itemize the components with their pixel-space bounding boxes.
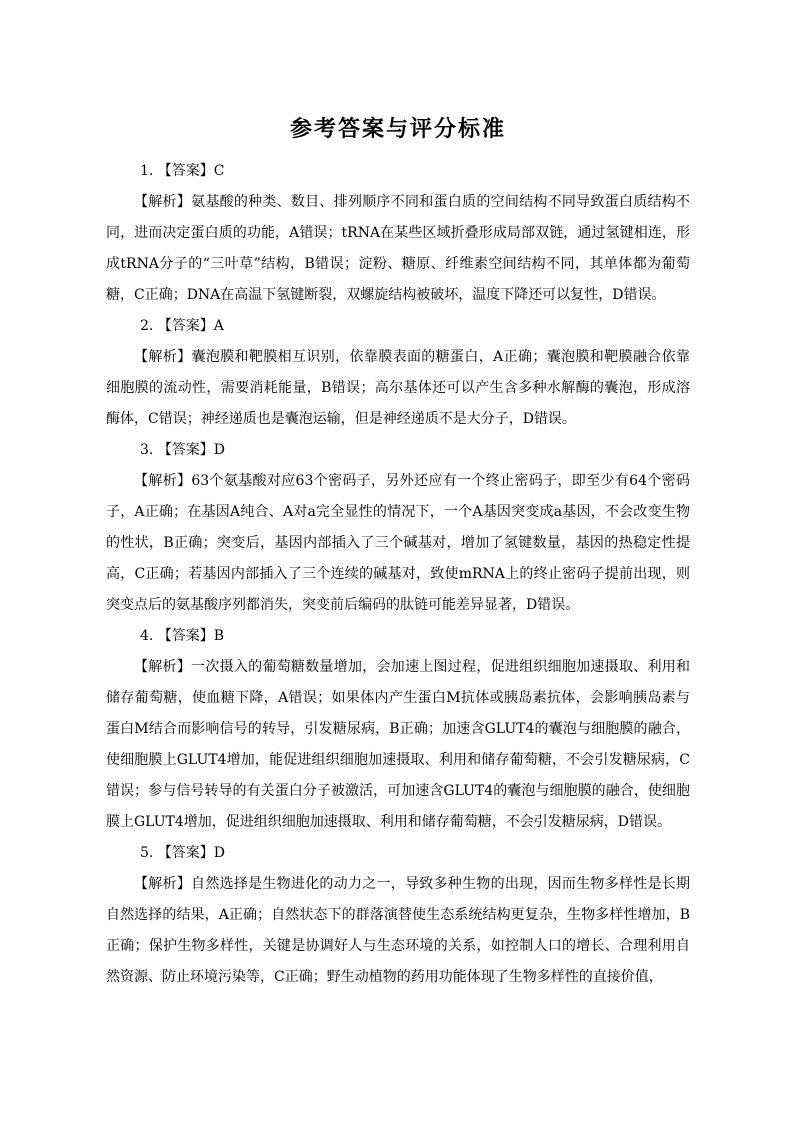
answer-sheet-page [106,0,690,1123]
answer-2: 2. 【答案】A [140,318,224,334]
analysis-3: 【解析】63个氨基酸对应63个密码子，另外还应有一个终止密码子，即至少有64个密码子，A正确；在基因A纯合、A对a完全显性的情况下，一个A基因突变成a基因，不会改变生物的性状，B正确；突变后，基因内部插入了三个碱基对，增加了氢键数量，基因的热稳定性提高，C正确；若基因内部插入了三个连续的碱基对，致使mRNA上的终止密码子提前出现，则突变点后的氨基酸序列都消失，突变前后编码的肽链可能差异显著，D错误。 [106,473,690,613]
answer-1: 1. 【答案】C [140,163,225,179]
analysis-2: 【解析】囊泡膜和靶膜相互识别，依靠膜表面的糖蛋白，A正确；囊泡膜和靶膜融合依靠细胞膜的流动性，需要消耗能量，B错误；高尔基体还可以产生含多种水解酶的囊泡，形成溶酶体，C错误；神经递质也是囊泡运输，但是神经递质不是大分子，D错误。 [106,349,690,427]
answer-list [106,156,690,993]
analysis-1: 【解析】氨基酸的种类、数目、排列顺序不同和蛋白质的空间结构不同导致蛋白质结构不同，进而决定蛋白质的功能，A错误；tRNA在某些区域折叠形成局部双链，通过氢键相连，形成tRNA分子的“三叶草”结构，B错误；淀粉、糖原、纤维素空间结构不同，其单体都为葡萄糖，C正确；DNA在高温下氢键断裂，双螺旋结构被破坏，温度下降还可以复性，D错误。 [106,194,690,303]
answer-3: 3. 【答案】D [140,442,226,458]
page-title: 参考答案与评分标准 [289,116,506,142]
answer-4: 4. 【答案】B [140,628,225,644]
analysis-5: 【解析】自然选择是生物进化的动力之一，导致多种生物的出现，因而生物多样性是长期自然选择的结果，A正确；自然状态下的群落演替使生态系统结构更复杂，生物多样性增加，B正确；保护生物多样性，关键是协调好人与生态环境的关系，如控制人口的增长、合理利用自然资源、防止环境污染等，C正确；野生动植物的药用功能体现了生物多样性的直接价值， [106,876,690,985]
analysis-4: 【解析】一次摄入的葡萄糖数量增加，会加速上图过程，促进组织细胞加速摄取、利用和储存葡萄糖，使血糖下降，A错误；如果体内产生蛋白M抗体或胰岛素抗体，会影响胰岛素与蛋白M结合而影响信号的转导，引发糖尿病，B正确；加速含GLUT4的囊泡与细胞膜的融合，使细胞膜上GLUT4增加，能促进组织细胞加速摄取、利用和储存葡萄糖，不会引发糖尿病，C错误；参与信号转导的有关蛋白分子被激活，可加速含GLUT4的囊泡与细胞膜的融合，使细胞膜上GLUT4增加，促进组织细胞加速摄取、利用和储存葡萄糖，不会引发糖尿病，D错误。 [106,659,690,830]
answer-5: 5. 【答案】D [140,845,226,861]
